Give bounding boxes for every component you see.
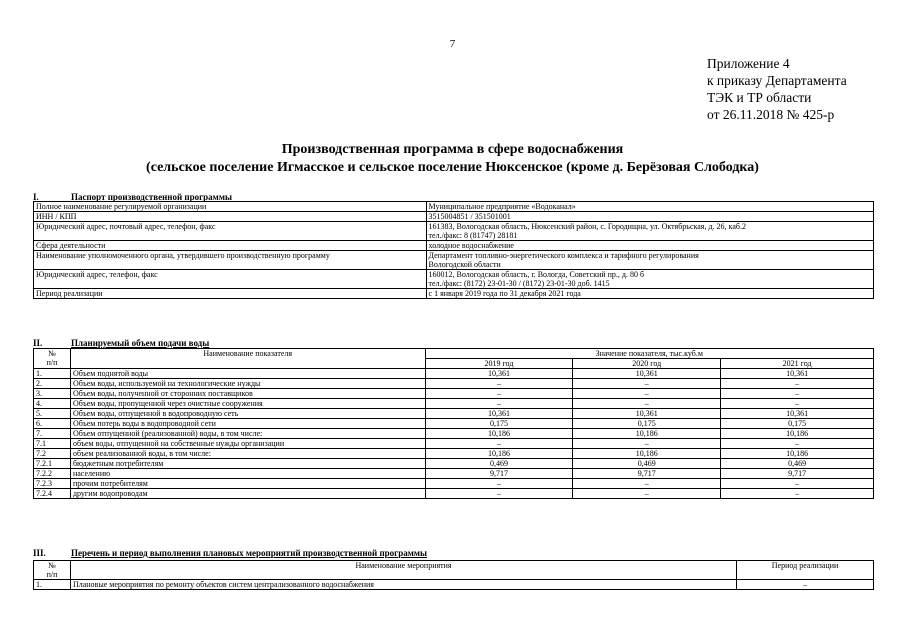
table-row (34, 419, 874, 429)
row-value: 10,186 (721, 429, 874, 439)
row-value: 10,361 (425, 409, 573, 419)
row-number: 3. (34, 389, 71, 399)
row-number: 4. (34, 399, 71, 409)
appendix-line: ТЭК и ТР области (707, 90, 812, 105)
row-value: – (573, 479, 721, 489)
row-name: бюджетным потребителям (70, 459, 425, 469)
row-name: Объем отпущенной (реализованной) воды, в том числе: (70, 429, 425, 439)
passport-row (34, 251, 874, 270)
appendix-line: Приложение 4 (707, 56, 790, 71)
section-title: Паспорт производственной программы (71, 192, 232, 202)
passport-value-cell (426, 202, 873, 212)
passport-row (34, 270, 874, 289)
row-value: 10,186 (573, 449, 721, 459)
title-line-1: Производственная программа в сфере водоснабжения (281, 142, 624, 157)
row-value: 9,717 (425, 469, 573, 479)
row-value: – (425, 399, 573, 409)
table-row (34, 409, 874, 419)
year-header: 2020 год (573, 359, 721, 369)
passport-value: Департамент топливно-энергетического комплекса и тарифного регулирования (428, 251, 699, 260)
row-number: 7.2.4 (34, 489, 71, 499)
col-number-header (34, 349, 71, 369)
col-number-label: № (48, 561, 56, 570)
row-name: Объем воды, отпущенной в водопроводную сеть (70, 409, 425, 419)
row-value: 10,361 (721, 409, 874, 419)
passport-label: Наименование уполномоченного органа, утвердившего производственную программу (34, 251, 427, 270)
page-number: 7 (449, 38, 456, 50)
row-value: – (721, 389, 874, 399)
row-number: 2. (34, 379, 71, 389)
measures-table (33, 560, 874, 590)
section-title: Планируемый объем подачи воды (71, 338, 210, 348)
section-3-heading (33, 548, 427, 558)
table-row (34, 469, 874, 479)
row-name: Объем воды, пропущенной через очистные сооружения (70, 399, 425, 409)
passport-value-line2: Вологодской области (428, 260, 501, 269)
col-number-header (34, 561, 71, 580)
col-name-header: Наименование показателя (70, 349, 425, 369)
row-value: 0,469 (721, 459, 874, 469)
passport-value-cell (426, 241, 873, 251)
row-value: – (721, 399, 874, 409)
row-value: – (573, 439, 721, 449)
table-row (34, 449, 874, 459)
passport-value: Муниципальное предприятие «Водоканал» (428, 202, 576, 211)
col-number-label: п/п (46, 358, 58, 367)
row-value: – (425, 479, 573, 489)
row-period: – (737, 580, 874, 590)
row-value: – (425, 489, 573, 499)
row-value: – (721, 489, 874, 499)
row-value: – (573, 489, 721, 499)
passport-label: Юридический адрес, телефон, факс (34, 270, 427, 289)
passport-label: ИНН / КПП (34, 212, 427, 222)
row-value: 0,175 (573, 419, 721, 429)
section-2-heading (33, 338, 209, 348)
passport-row (34, 212, 874, 222)
table-row (34, 429, 874, 439)
passport-value-cell (426, 222, 873, 241)
document-title (0, 141, 905, 177)
row-value: 10,361 (573, 409, 721, 419)
table-row (34, 580, 874, 590)
col-value-header: Значение показателя, тыс.куб.м (425, 349, 873, 359)
water-volume-table (33, 348, 874, 499)
table-row (34, 379, 874, 389)
table-row (34, 399, 874, 409)
table-row (34, 489, 874, 499)
row-value: 9,717 (573, 469, 721, 479)
passport-label: Сфера деятельности (34, 241, 427, 251)
row-value: 0,175 (721, 419, 874, 429)
passport-label: Период реализации (34, 289, 427, 299)
appendix-line: от 26.11.2018 № 425-р (707, 107, 835, 122)
section-number: III. (33, 548, 46, 558)
row-value: 10,361 (425, 369, 573, 379)
passport-value: 160012, Вологодская область, г. Вологда, Советский пр., д. 80 б (428, 270, 645, 279)
row-value: 10,186 (573, 429, 721, 439)
row-value: – (425, 389, 573, 399)
row-value: – (573, 379, 721, 389)
table-row (34, 459, 874, 469)
row-name: Плановые мероприятия по ремонту объектов систем централизованного водоснабжения (70, 580, 736, 590)
row-name: населению (70, 469, 425, 479)
passport-label: Юридический адрес, почтовый адрес, телефон, факс (34, 222, 427, 241)
col-name-header: Наименование мероприятия (70, 561, 736, 580)
row-value: 10,186 (425, 429, 573, 439)
row-number: 7. (34, 429, 71, 439)
row-value: – (573, 399, 721, 409)
year-header: 2021 год (721, 359, 874, 369)
row-value: 10,186 (425, 449, 573, 459)
passport-value: холодное водоснабжение (428, 241, 514, 250)
row-value: 10,361 (573, 369, 721, 379)
passport-row (34, 241, 874, 251)
row-value: – (425, 439, 573, 449)
row-name: Объем потерь воды в водопроводной сети (70, 419, 425, 429)
row-value: 9,717 (721, 469, 874, 479)
passport-row (34, 222, 874, 241)
row-name: Объем воды, используемой на технологические нужды (70, 379, 425, 389)
row-name: Объем поднятой воды (70, 369, 425, 379)
row-value: – (573, 389, 721, 399)
passport-value-line2: тел./факс: 8 (81747) 28181 (428, 231, 518, 240)
row-number: 7.2.1 (34, 459, 71, 469)
passport-label: Полное наименование регулируемой организации (34, 202, 427, 212)
passport-value-cell (426, 251, 873, 270)
appendix-line: к приказу Департамента (707, 73, 847, 88)
passport-value: 3515004851 / 351501001 (428, 212, 511, 221)
col-number-label: № (48, 349, 56, 358)
passport-row (34, 202, 874, 212)
row-number: 7.2.2 (34, 469, 71, 479)
section-number: I. (33, 192, 39, 202)
row-name: объем реализованной воды, в том числе: (70, 449, 425, 459)
row-number: 7.1 (34, 439, 71, 449)
row-value: – (721, 479, 874, 489)
passport-value-cell (426, 289, 873, 299)
row-value: – (721, 439, 874, 449)
row-name: Объем воды, полученной от сторонних поставщиков (70, 389, 425, 399)
row-number: 1. (34, 580, 71, 590)
passport-value-cell (426, 270, 873, 289)
table-row (34, 439, 874, 449)
row-value: – (721, 379, 874, 389)
col-period-header: Период реализации (737, 561, 874, 580)
passport-value-line2: тел./факс: (8172) 23-01-30 / (8172) 23-01-30 доб. 1415 (428, 279, 610, 288)
row-value: 0,469 (425, 459, 573, 469)
row-value: – (425, 379, 573, 389)
row-number: 6. (34, 419, 71, 429)
passport-value: 161383, Вологодская область, Нюксенский район, с. Городищна, ул. Октябрьская, д. 26, каб.2 (428, 222, 746, 231)
section-number: II. (33, 338, 43, 348)
row-number: 5. (34, 409, 71, 419)
table-row (34, 389, 874, 399)
row-number: 1. (34, 369, 71, 379)
row-number: 7.2 (34, 449, 71, 459)
title-line-2: (сельское поселение Игмасское и сельское поселение Нюксенское (кроме д. Берёзовая Слободка) (146, 160, 759, 175)
row-value: 0,469 (573, 459, 721, 469)
year-header: 2019 год (425, 359, 573, 369)
row-name: другим водопроводам (70, 489, 425, 499)
row-name: объем воды, отпущенной на собственные нужды организации (70, 439, 425, 449)
row-value: 0,175 (425, 419, 573, 429)
row-value: 10,361 (721, 369, 874, 379)
row-number: 7.2.3 (34, 479, 71, 489)
passport-value: с 1 января 2019 года по 31 декабря 2021 года (428, 289, 581, 298)
passport-table (33, 201, 874, 299)
row-value: 10,186 (721, 449, 874, 459)
table-row (34, 479, 874, 489)
table-row (34, 369, 874, 379)
col-number-label: п/п (46, 570, 58, 579)
passport-value-cell (426, 212, 873, 222)
passport-row (34, 289, 874, 299)
row-name: прочим потребителям (70, 479, 425, 489)
appendix-block (707, 55, 847, 123)
section-title: Перечень и период выполнения плановых мероприятий производственной программы (71, 548, 428, 558)
